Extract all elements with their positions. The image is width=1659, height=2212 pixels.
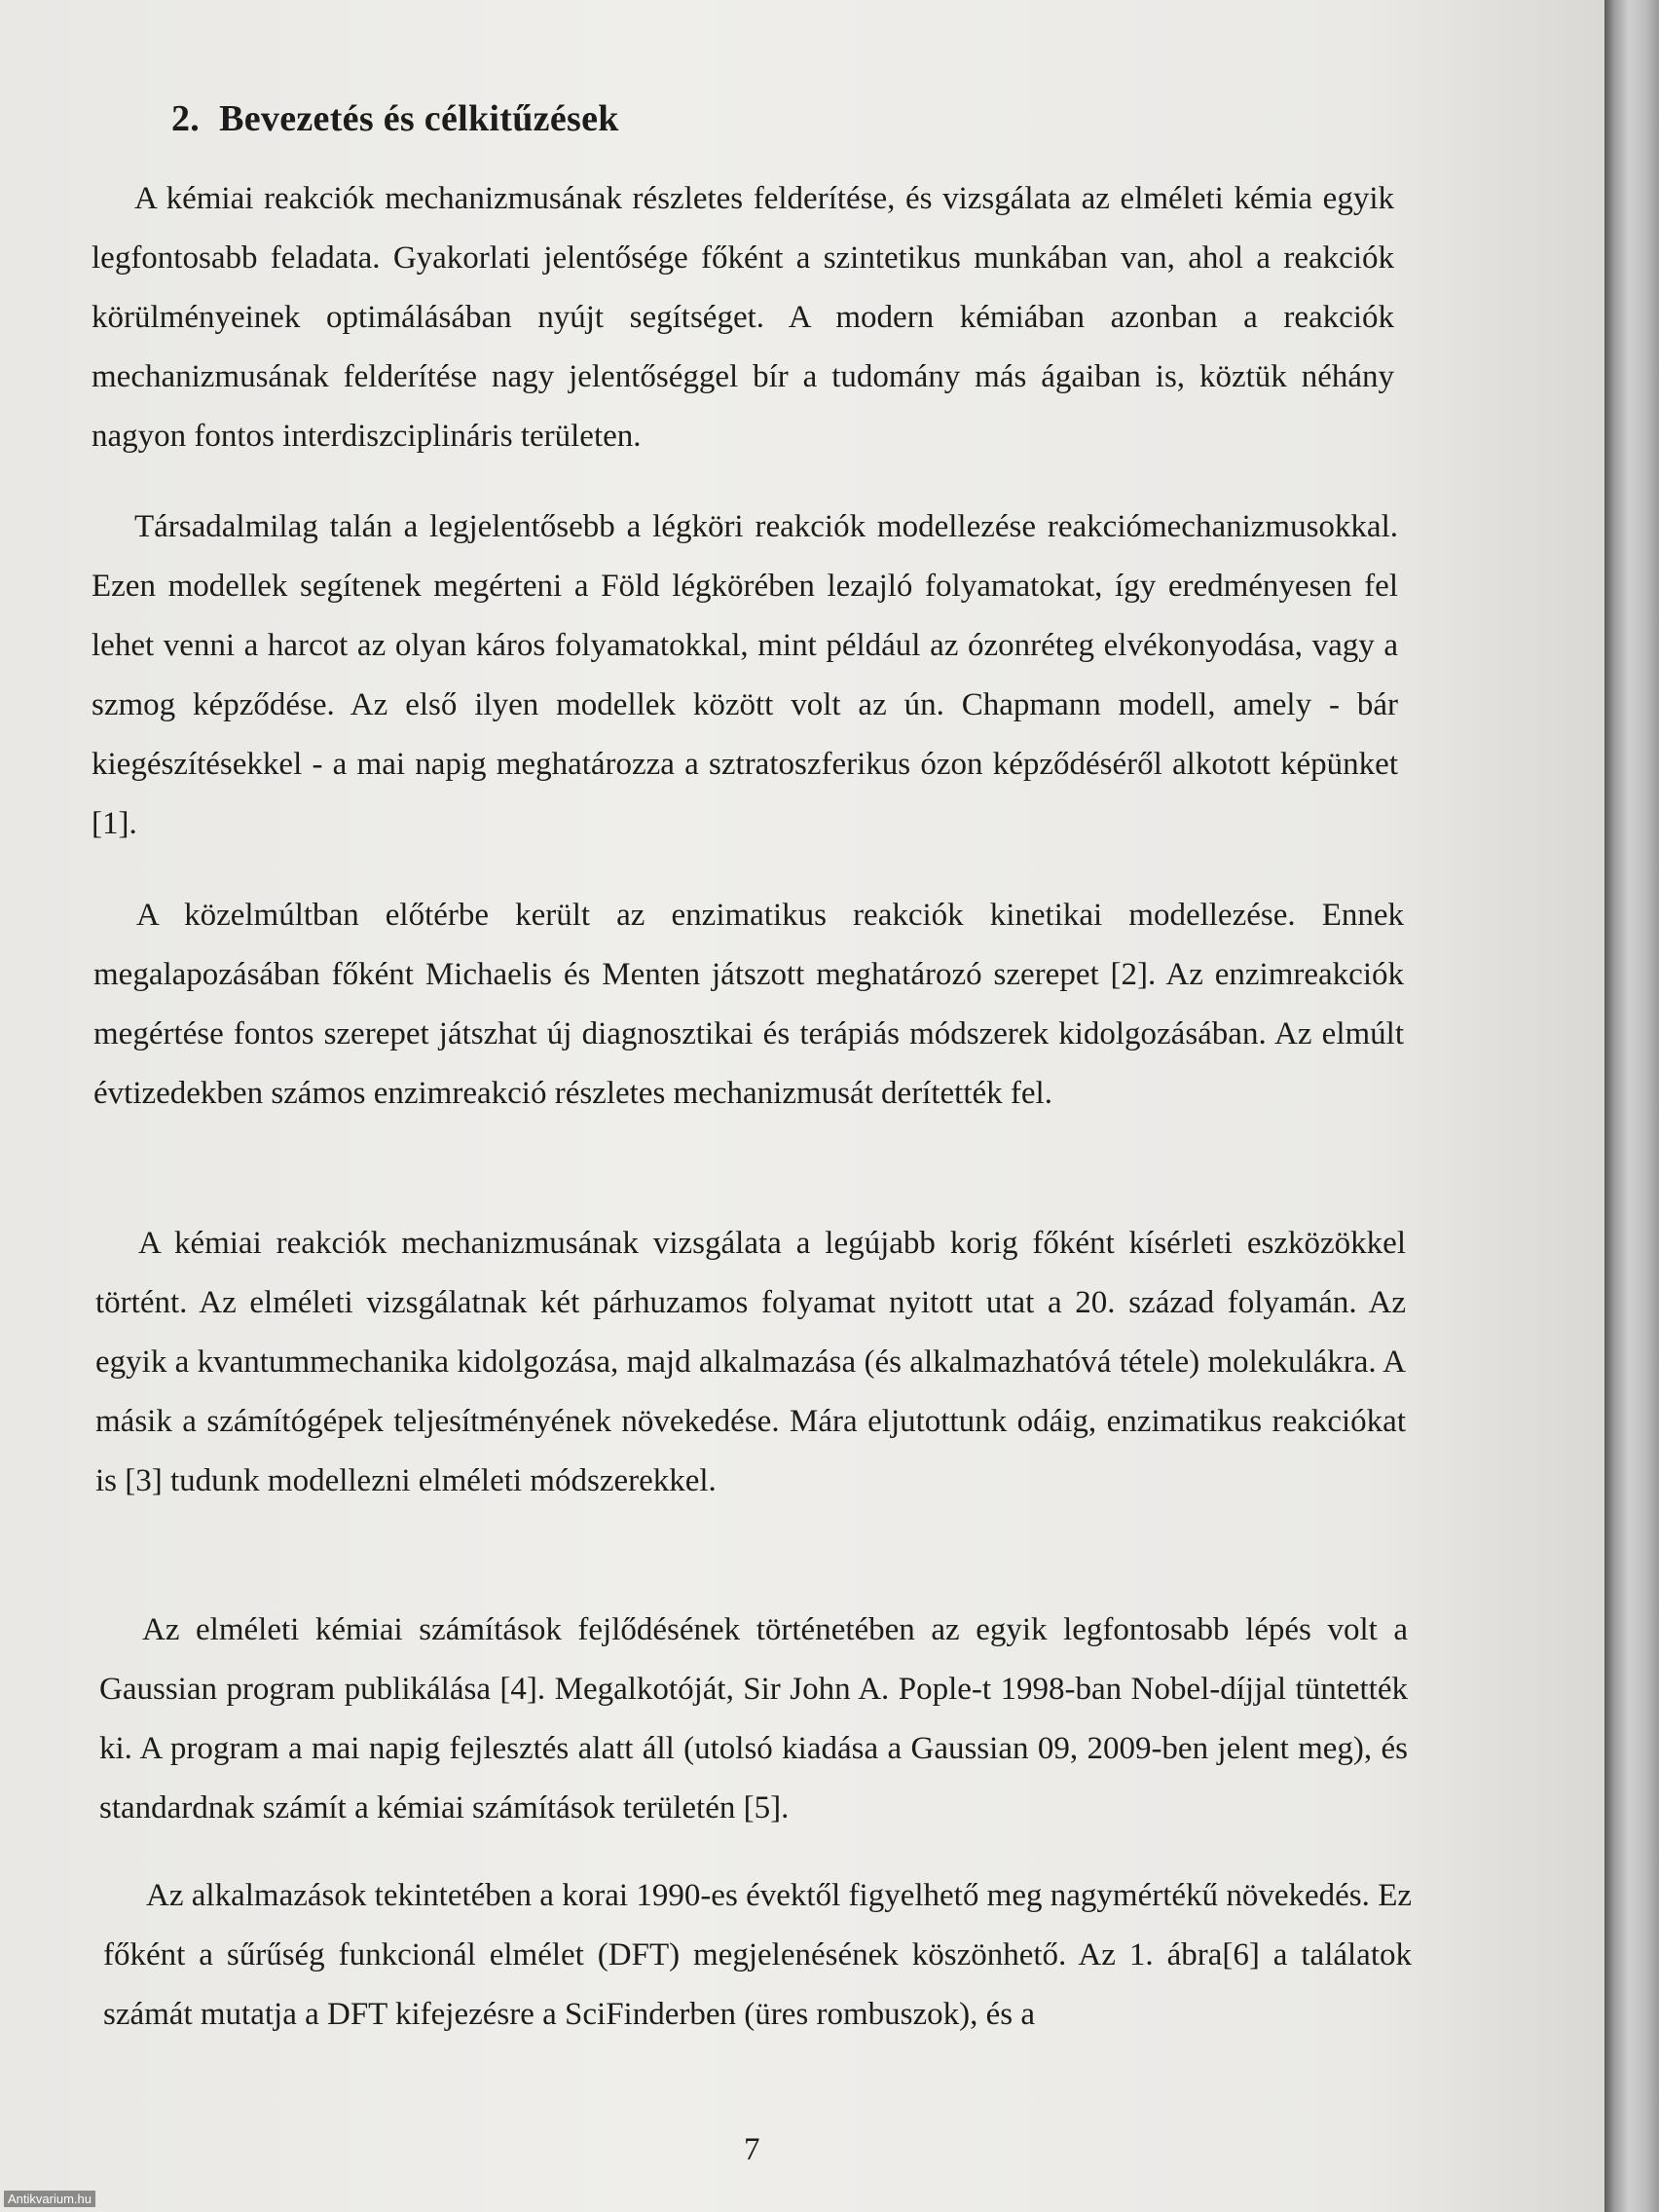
section-number: 2. <box>171 98 201 139</box>
paragraph-3: A közelmúltban előtérbe került az enzimatikus reakciók kinetikai modellezése. Ennek megalapozásában főként Michaelis és Menten játszott meghatározó szerepet [2]. Az enzimreakciók megértése fontos szerepet játszhat új diagnosztikai és terápiás módszerek kidolgozásában. Az elmúlt évtizedekben számos enzimreakció részletes mechanizmusát derítették fel. <box>93 898 1404 1111</box>
section-heading <box>171 97 619 140</box>
page-number: 7 <box>744 2132 760 2167</box>
paragraph-1: A kémiai reakciók mechanizmusának részletes felderítése, és vizsgálata az elméleti kémia egyik legfontosabb feladata. Gyakorlati jelentősége főként a szintetikus munkában van, ahol a reakciók körülményeinek optimálásában nyújt segítséget. A modern kémiában azonban a reakciók mechanizmusának felderítése nagy jelentőséggel bír a tudomány más ágaiban is, köztük néhány nagyon fontos interdiszciplináris területen. <box>92 181 1394 454</box>
paragraph-6: Az alkalmazások tekintetében a korai 1990-es évektől figyelhető meg nagymértékű növekedés. Ez főként a sűrűség funkcionál elmélet (DFT) megjelenésének köszönhető. Az 1. ábra[6] a találatok számát mutatja a DFT kifejezésre a SciFinderben (üres rombuszok), és a <box>103 1878 1412 2032</box>
section-title: Bevezetés és célkitűzések <box>219 98 619 139</box>
page-edge-shadow <box>1604 0 1659 2212</box>
paragraph-5: Az elméleti kémiai számítások fejlődésének történetében az egyik legfontosabb lépés volt a Gaussian program publikálása [4]. Megalkotóját, Sir John A. Pople-t 1998-ban Nobel-díjjal tüntették ki. A program a mai napig fejlesztés alatt áll (utolsó kiadása a Gaussian 09, 2009-ben jelent meg), és standardnak számít a kémiai számítások területén [5]. <box>99 1612 1408 1825</box>
watermark: Antikvarium.hu <box>4 2191 95 2207</box>
paragraph-4: A kémiai reakciók mechanizmusának vizsgálata a legújabb korig főként kísérleti eszközökkel történt. Az elméleti vizsgálatnak két párhuzamos folyamat nyitott utat a 20. század folyamán. Az egyik a kvantummechanika kidolgozása, majd alkalmazása (és alkalmazhatóvá tétele) molekulákra. A másik a számítógépek teljesítményének növekedése. Mára eljutottunk odáig, enzimatikus reakciókat is [3] tudunk modellezni elméleti módszerekkel. <box>95 1226 1406 1498</box>
paragraph-2: Társadalmilag talán a legjelentősebb a légköri reakciók modellezése reakciómechanizmusokkal. Ezen modellek segítenek megérteni a Föld légkörében lezajló folyamatokat, így eredményesen fel lehet venni a harcot az olyan káros folyamatokkal, mint például az ózonréteg elvékonyodása, vagy a szmog képződése. Az első ilyen modellek között volt az ún. Chapmann modell, amely - bár kiegészítésekkel - a mai napig meghatározza a sztratoszferikus ózon képződéséről alkotott képünket [1]. <box>92 509 1398 841</box>
